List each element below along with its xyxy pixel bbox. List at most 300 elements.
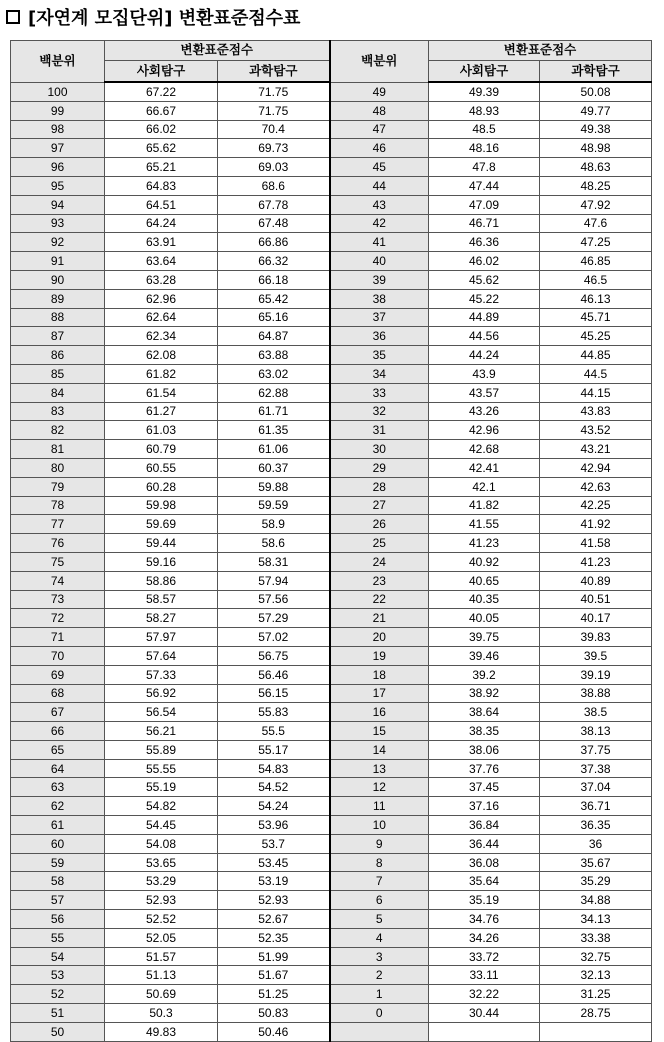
table-row [11, 684, 652, 703]
science-score-cell: 38.5 [540, 703, 652, 722]
table-row [11, 176, 652, 195]
science-score-cell: 32.13 [540, 966, 652, 985]
percentile-cell: 87 [11, 327, 105, 346]
percentile-cell: 5 [330, 910, 429, 929]
science-score-cell: 64.87 [218, 327, 330, 346]
percentile-cell: 95 [11, 176, 105, 195]
social-score-cell: 34.26 [429, 928, 540, 947]
social-score-cell: 33.72 [429, 947, 540, 966]
social-score-cell: 42.1 [429, 477, 540, 496]
social-score-cell: 51.13 [105, 966, 218, 985]
percentile-cell: 35 [330, 346, 429, 365]
percentile-cell: 2 [330, 966, 429, 985]
science-score-cell: 37.38 [540, 759, 652, 778]
percentile-cell: 63 [11, 778, 105, 797]
percentile-cell: 41 [330, 233, 429, 252]
social-score-cell: 60.79 [105, 440, 218, 459]
science-score-cell: 43.83 [540, 402, 652, 421]
percentile-cell: 100 [11, 82, 105, 101]
social-score-cell: 38.35 [429, 722, 540, 741]
science-score-cell: 58.6 [218, 534, 330, 553]
header-percentile-right: 백분위 [330, 41, 429, 83]
science-score-cell: 44.15 [540, 383, 652, 402]
social-score-cell: 42.41 [429, 458, 540, 477]
social-score-cell: 44.24 [429, 346, 540, 365]
science-score-cell: 48.63 [540, 158, 652, 177]
social-score-cell: 46.71 [429, 214, 540, 233]
table-row [11, 872, 652, 891]
percentile-cell: 85 [11, 364, 105, 383]
table-row [11, 214, 652, 233]
percentile-cell: 80 [11, 458, 105, 477]
social-score-cell: 42.96 [429, 421, 540, 440]
percentile-cell: 25 [330, 534, 429, 553]
percentile-cell: 57 [11, 891, 105, 910]
social-score-cell: 50.3 [105, 1004, 218, 1023]
social-score-cell: 38.06 [429, 740, 540, 759]
social-score-cell: 57.33 [105, 665, 218, 684]
percentile-cell: 40 [330, 252, 429, 271]
social-score-cell [429, 1022, 540, 1041]
social-score-cell: 46.36 [429, 233, 540, 252]
table-row [11, 458, 652, 477]
science-score-cell: 57.56 [218, 590, 330, 609]
social-score-cell: 49.39 [429, 82, 540, 101]
percentile-cell: 30 [330, 440, 429, 459]
science-score-cell: 47.25 [540, 233, 652, 252]
percentile-cell: 79 [11, 477, 105, 496]
percentile-cell: 51 [11, 1004, 105, 1023]
social-score-cell: 54.45 [105, 816, 218, 835]
social-score-cell: 63.64 [105, 252, 218, 271]
table-row [11, 1022, 652, 1041]
percentile-cell: 92 [11, 233, 105, 252]
science-score-cell: 67.78 [218, 195, 330, 214]
percentile-cell: 7 [330, 872, 429, 891]
percentile-cell: 23 [330, 571, 429, 590]
percentile-cell: 97 [11, 139, 105, 158]
science-score-cell: 53.45 [218, 853, 330, 872]
percentile-cell: 90 [11, 270, 105, 289]
percentile-cell: 67 [11, 703, 105, 722]
social-score-cell: 48.16 [429, 139, 540, 158]
science-score-cell: 50.46 [218, 1022, 330, 1041]
social-score-cell: 63.28 [105, 270, 218, 289]
social-score-cell: 62.08 [105, 346, 218, 365]
science-score-cell: 33.38 [540, 928, 652, 947]
percentile-cell: 42 [330, 214, 429, 233]
science-score-cell: 44.5 [540, 364, 652, 383]
percentile-cell: 70 [11, 646, 105, 665]
science-score-cell: 51.67 [218, 966, 330, 985]
table-row [11, 364, 652, 383]
table-row [11, 910, 652, 929]
science-score-cell: 41.58 [540, 534, 652, 553]
social-score-cell: 47.8 [429, 158, 540, 177]
science-score-cell: 28.75 [540, 1004, 652, 1023]
percentile-cell: 31 [330, 421, 429, 440]
science-score-cell: 35.67 [540, 853, 652, 872]
science-score-cell: 40.17 [540, 609, 652, 628]
science-score-cell: 67.48 [218, 214, 330, 233]
table-row [11, 703, 652, 722]
table-row [11, 534, 652, 553]
science-score-cell: 69.73 [218, 139, 330, 158]
percentile-cell: 10 [330, 816, 429, 835]
science-score-cell: 58.9 [218, 515, 330, 534]
social-score-cell: 35.64 [429, 872, 540, 891]
social-score-cell: 38.92 [429, 684, 540, 703]
science-score-cell: 46.13 [540, 289, 652, 308]
percentile-cell: 96 [11, 158, 105, 177]
social-score-cell: 47.09 [429, 195, 540, 214]
percentile-cell: 50 [11, 1022, 105, 1041]
social-score-cell: 34.76 [429, 910, 540, 929]
social-score-cell: 46.02 [429, 252, 540, 271]
science-score-cell: 56.46 [218, 665, 330, 684]
social-score-cell: 57.64 [105, 646, 218, 665]
science-score-cell: 65.16 [218, 308, 330, 327]
science-score-cell: 49.77 [540, 101, 652, 120]
social-score-cell: 52.05 [105, 928, 218, 947]
social-score-cell: 65.21 [105, 158, 218, 177]
science-score-cell: 44.85 [540, 346, 652, 365]
percentile-cell: 54 [11, 947, 105, 966]
science-score-cell: 63.88 [218, 346, 330, 365]
percentile-cell: 6 [330, 891, 429, 910]
header-social-right: 사회탐구 [429, 61, 540, 83]
social-score-cell: 39.46 [429, 646, 540, 665]
table-row [11, 440, 652, 459]
social-score-cell: 53.29 [105, 872, 218, 891]
social-score-cell: 60.28 [105, 477, 218, 496]
percentile-cell: 20 [330, 628, 429, 647]
percentile-cell: 47 [330, 120, 429, 139]
social-score-cell: 43.9 [429, 364, 540, 383]
science-score-cell: 36.71 [540, 797, 652, 816]
percentile-cell: 24 [330, 552, 429, 571]
science-score-cell: 71.75 [218, 82, 330, 101]
science-score-cell: 49.38 [540, 120, 652, 139]
science-score-cell: 53.96 [218, 816, 330, 835]
social-score-cell: 39.2 [429, 665, 540, 684]
percentile-cell: 28 [330, 477, 429, 496]
percentile-cell: 16 [330, 703, 429, 722]
science-score-cell: 54.52 [218, 778, 330, 797]
science-score-cell: 38.13 [540, 722, 652, 741]
social-score-cell: 40.05 [429, 609, 540, 628]
science-score-cell: 48.98 [540, 139, 652, 158]
percentile-cell: 82 [11, 421, 105, 440]
table-row [11, 120, 652, 139]
table-row [11, 609, 652, 628]
social-score-cell: 60.55 [105, 458, 218, 477]
percentile-cell: 32 [330, 402, 429, 421]
social-score-cell: 43.57 [429, 383, 540, 402]
social-score-cell: 36.08 [429, 853, 540, 872]
science-score-cell: 55.17 [218, 740, 330, 759]
percentile-cell: 33 [330, 383, 429, 402]
social-score-cell: 54.08 [105, 834, 218, 853]
table-row [11, 966, 652, 985]
social-score-cell: 40.92 [429, 552, 540, 571]
social-score-cell: 32.22 [429, 985, 540, 1004]
percentile-cell: 8 [330, 853, 429, 872]
science-score-cell: 47.6 [540, 214, 652, 233]
social-score-cell: 49.83 [105, 1022, 218, 1041]
percentile-cell: 68 [11, 684, 105, 703]
table-row [11, 252, 652, 271]
header-science-left: 과학탐구 [218, 61, 330, 83]
table-row [11, 778, 652, 797]
science-score-cell: 42.25 [540, 496, 652, 515]
percentile-cell: 71 [11, 628, 105, 647]
page-title [6, 4, 300, 30]
science-score-cell: 56.15 [218, 684, 330, 703]
table-row [11, 402, 652, 421]
science-score-cell: 57.29 [218, 609, 330, 628]
science-score-cell: 45.25 [540, 327, 652, 346]
social-score-cell: 62.96 [105, 289, 218, 308]
percentile-cell: 12 [330, 778, 429, 797]
science-score-cell: 70.4 [218, 120, 330, 139]
checkbox-square-icon [6, 10, 20, 24]
table-row [11, 101, 652, 120]
social-score-cell: 44.89 [429, 308, 540, 327]
percentile-cell: 60 [11, 834, 105, 853]
social-score-cell: 37.76 [429, 759, 540, 778]
table-row [11, 515, 652, 534]
percentile-cell: 1 [330, 985, 429, 1004]
percentile-cell: 34 [330, 364, 429, 383]
header-score-group-left: 변환표준점수 [105, 41, 330, 61]
percentile-cell: 74 [11, 571, 105, 590]
percentile-cell: 22 [330, 590, 429, 609]
science-score-cell: 61.35 [218, 421, 330, 440]
science-score-cell: 45.71 [540, 308, 652, 327]
science-score-cell: 58.31 [218, 552, 330, 571]
percentile-cell: 9 [330, 834, 429, 853]
page-title-text: [자연계 모집단위] 변환표준점수표 [28, 8, 301, 29]
social-score-cell: 45.62 [429, 270, 540, 289]
science-score-cell: 48.25 [540, 176, 652, 195]
science-score-cell: 31.25 [540, 985, 652, 1004]
social-score-cell: 41.23 [429, 534, 540, 553]
science-score-cell: 66.18 [218, 270, 330, 289]
social-score-cell: 48.93 [429, 101, 540, 120]
table-row [11, 421, 652, 440]
social-score-cell: 54.82 [105, 797, 218, 816]
social-score-cell: 35.19 [429, 891, 540, 910]
social-score-cell: 36.84 [429, 816, 540, 835]
social-score-cell: 58.57 [105, 590, 218, 609]
percentile-cell: 11 [330, 797, 429, 816]
science-score-cell: 63.02 [218, 364, 330, 383]
science-score-cell: 61.71 [218, 402, 330, 421]
social-score-cell: 66.02 [105, 120, 218, 139]
percentile-cell: 26 [330, 515, 429, 534]
science-score-cell: 42.63 [540, 477, 652, 496]
header-social-left: 사회탐구 [105, 61, 218, 83]
percentile-cell: 44 [330, 176, 429, 195]
social-score-cell: 65.62 [105, 139, 218, 158]
social-score-cell: 61.27 [105, 402, 218, 421]
percentile-cell: 76 [11, 534, 105, 553]
social-score-cell: 59.44 [105, 534, 218, 553]
social-score-cell: 51.57 [105, 947, 218, 966]
science-score-cell: 39.19 [540, 665, 652, 684]
social-score-cell: 61.03 [105, 421, 218, 440]
social-score-cell: 40.65 [429, 571, 540, 590]
science-score-cell: 43.21 [540, 440, 652, 459]
science-score-cell: 59.88 [218, 477, 330, 496]
percentile-cell: 18 [330, 665, 429, 684]
science-score-cell: 38.88 [540, 684, 652, 703]
table-row [11, 665, 652, 684]
percentile-cell: 17 [330, 684, 429, 703]
science-score-cell: 55.83 [218, 703, 330, 722]
science-score-cell: 68.6 [218, 176, 330, 195]
social-score-cell: 64.51 [105, 195, 218, 214]
science-score-cell: 52.35 [218, 928, 330, 947]
header-percentile-left: 백분위 [11, 41, 105, 83]
science-score-cell: 40.89 [540, 571, 652, 590]
table-body [11, 82, 652, 1041]
table-row [11, 383, 652, 402]
percentile-cell: 27 [330, 496, 429, 515]
percentile-cell: 19 [330, 646, 429, 665]
percentile-cell: 66 [11, 722, 105, 741]
social-score-cell: 50.69 [105, 985, 218, 1004]
science-score-cell: 52.93 [218, 891, 330, 910]
percentile-cell: 88 [11, 308, 105, 327]
science-score-cell: 59.59 [218, 496, 330, 515]
table-row [11, 308, 652, 327]
science-score-cell: 34.88 [540, 891, 652, 910]
science-score-cell: 69.03 [218, 158, 330, 177]
header-score-group-right: 변환표준점수 [429, 41, 652, 61]
percentile-cell: 77 [11, 515, 105, 534]
percentile-cell: 89 [11, 289, 105, 308]
percentile-cell: 39 [330, 270, 429, 289]
science-score-cell: 32.75 [540, 947, 652, 966]
social-score-cell: 57.97 [105, 628, 218, 647]
science-score-cell: 36 [540, 834, 652, 853]
percentile-cell: 48 [330, 101, 429, 120]
percentile-cell: 37 [330, 308, 429, 327]
social-score-cell: 43.26 [429, 402, 540, 421]
science-score-cell: 39.83 [540, 628, 652, 647]
social-score-cell: 39.75 [429, 628, 540, 647]
percentile-cell: 29 [330, 458, 429, 477]
social-score-cell: 67.22 [105, 82, 218, 101]
percentile-cell: 86 [11, 346, 105, 365]
table-row [11, 270, 652, 289]
percentile-cell: 61 [11, 816, 105, 835]
science-score-cell: 51.99 [218, 947, 330, 966]
science-score-cell: 37.75 [540, 740, 652, 759]
percentile-cell: 55 [11, 928, 105, 947]
table-row [11, 1004, 652, 1023]
social-score-cell: 53.65 [105, 853, 218, 872]
social-score-cell: 40.35 [429, 590, 540, 609]
science-score-cell: 40.51 [540, 590, 652, 609]
social-score-cell: 55.55 [105, 759, 218, 778]
science-score-cell: 66.86 [218, 233, 330, 252]
percentile-cell: 64 [11, 759, 105, 778]
science-score-cell: 39.5 [540, 646, 652, 665]
table-row [11, 496, 652, 515]
science-score-cell: 50.08 [540, 82, 652, 101]
table-row [11, 139, 652, 158]
table-row [11, 233, 652, 252]
percentile-cell: 72 [11, 609, 105, 628]
table-row [11, 834, 652, 853]
science-score-cell: 61.06 [218, 440, 330, 459]
science-score-cell: 60.37 [218, 458, 330, 477]
percentile-cell: 78 [11, 496, 105, 515]
social-score-cell: 63.91 [105, 233, 218, 252]
table-row [11, 816, 652, 835]
percentile-cell: 58 [11, 872, 105, 891]
social-score-cell: 55.89 [105, 740, 218, 759]
percentile-cell: 43 [330, 195, 429, 214]
science-score-cell: 57.94 [218, 571, 330, 590]
percentile-cell: 91 [11, 252, 105, 271]
table-row [11, 552, 652, 571]
percentile-cell: 81 [11, 440, 105, 459]
percentile-cell: 45 [330, 158, 429, 177]
science-score-cell: 66.32 [218, 252, 330, 271]
percentile-cell: 46 [330, 139, 429, 158]
header-science-right: 과학탐구 [540, 61, 652, 83]
percentile-cell: 36 [330, 327, 429, 346]
social-score-cell: 61.82 [105, 364, 218, 383]
social-score-cell: 55.19 [105, 778, 218, 797]
table-row [11, 985, 652, 1004]
percentile-cell: 21 [330, 609, 429, 628]
science-score-cell: 41.23 [540, 552, 652, 571]
science-score-cell: 52.67 [218, 910, 330, 929]
social-score-cell: 58.27 [105, 609, 218, 628]
percentile-cell: 73 [11, 590, 105, 609]
science-score-cell: 46.5 [540, 270, 652, 289]
social-score-cell: 45.22 [429, 289, 540, 308]
table-row [11, 346, 652, 365]
percentile-cell: 69 [11, 665, 105, 684]
social-score-cell: 52.52 [105, 910, 218, 929]
table-row [11, 289, 652, 308]
science-score-cell: 51.25 [218, 985, 330, 1004]
science-score-cell: 47.92 [540, 195, 652, 214]
table-row [11, 477, 652, 496]
social-score-cell: 30.44 [429, 1004, 540, 1023]
percentile-cell: 62 [11, 797, 105, 816]
table-row [11, 571, 652, 590]
percentile-cell: 3 [330, 947, 429, 966]
social-score-cell: 62.34 [105, 327, 218, 346]
percentile-cell: 38 [330, 289, 429, 308]
percentile-cell: 14 [330, 740, 429, 759]
science-score-cell [540, 1022, 652, 1041]
science-score-cell: 65.42 [218, 289, 330, 308]
percentile-cell: 84 [11, 383, 105, 402]
table-row [11, 947, 652, 966]
social-score-cell: 56.21 [105, 722, 218, 741]
percentile-cell: 53 [11, 966, 105, 985]
social-score-cell: 33.11 [429, 966, 540, 985]
social-score-cell: 58.86 [105, 571, 218, 590]
